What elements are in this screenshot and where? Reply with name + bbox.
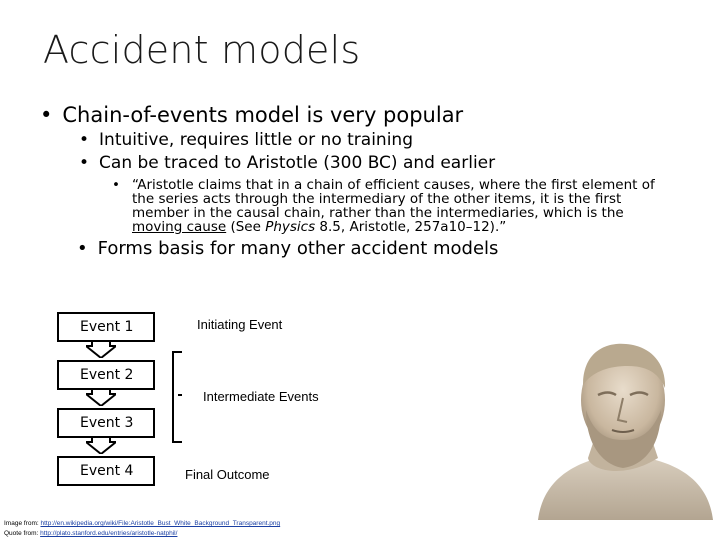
quote-text	[132, 178, 676, 234]
moving-cause-link[interactable]: moving cause	[132, 219, 227, 235]
event-box-4: Event 4	[57, 456, 155, 486]
sub-bullet-aristotle	[79, 153, 495, 173]
quote-credit	[4, 529, 177, 539]
bullet-dot: •	[79, 153, 90, 173]
quote-part: (See	[226, 219, 266, 235]
intermediate-events-label: Intermediate Events	[203, 389, 319, 404]
event-box-1: Event 1	[57, 312, 155, 342]
event-box-3: Event 3	[57, 408, 155, 438]
event-box-2: Event 2	[57, 360, 155, 390]
bullet-text: Can be traced to Aristotle (300 BC) and earlier	[99, 153, 496, 173]
bullet-forms-basis	[77, 238, 498, 259]
image-credit	[4, 519, 280, 529]
bullet-dot: •	[112, 177, 120, 193]
quote-part: 8.5, Aristotle, 257a10–12).”	[315, 219, 507, 235]
sub-bullet-intuitive	[79, 130, 413, 150]
intermediate-bracket	[172, 351, 182, 443]
bullet-dot: •	[79, 130, 90, 150]
bullet-text: Forms basis for many other accident models	[97, 238, 499, 259]
bullet-chain-of-events	[40, 103, 463, 127]
bullet-dot: •	[40, 103, 53, 127]
image-credit-prefix: Image from:	[4, 520, 41, 527]
physics-italic: Physics	[265, 219, 316, 235]
bracket-tick	[178, 394, 182, 396]
bullet-text: Chain-of-events model is very popular	[62, 103, 464, 127]
quote-credit-prefix: Quote from:	[4, 530, 41, 537]
quote-credit-link[interactable]: http://plato.stanford.edu/entries/aristotle-natphil/	[40, 530, 178, 537]
bullet-text: Intuitive, requires little or no training	[99, 130, 413, 150]
final-outcome-label: Final Outcome	[185, 467, 270, 482]
image-credit-link[interactable]: http://en.wikipedia.org/wiki/File:Aristotle_Bust_White_Background_Transparent.png	[40, 520, 281, 527]
bullet-dot: •	[77, 238, 88, 259]
initiating-event-label: Initiating Event	[197, 317, 283, 332]
aristotle-bust-image	[528, 330, 718, 520]
quote-bullet	[112, 177, 676, 235]
slide-title: Accident models	[43, 28, 361, 72]
quote-part: “Aristotle claims that in a chain of efficient causes, where the first element of the series acts through the intermediary of the other items, it is the first member in the causal chain, rather than the intermediaries, which is the	[132, 177, 655, 221]
